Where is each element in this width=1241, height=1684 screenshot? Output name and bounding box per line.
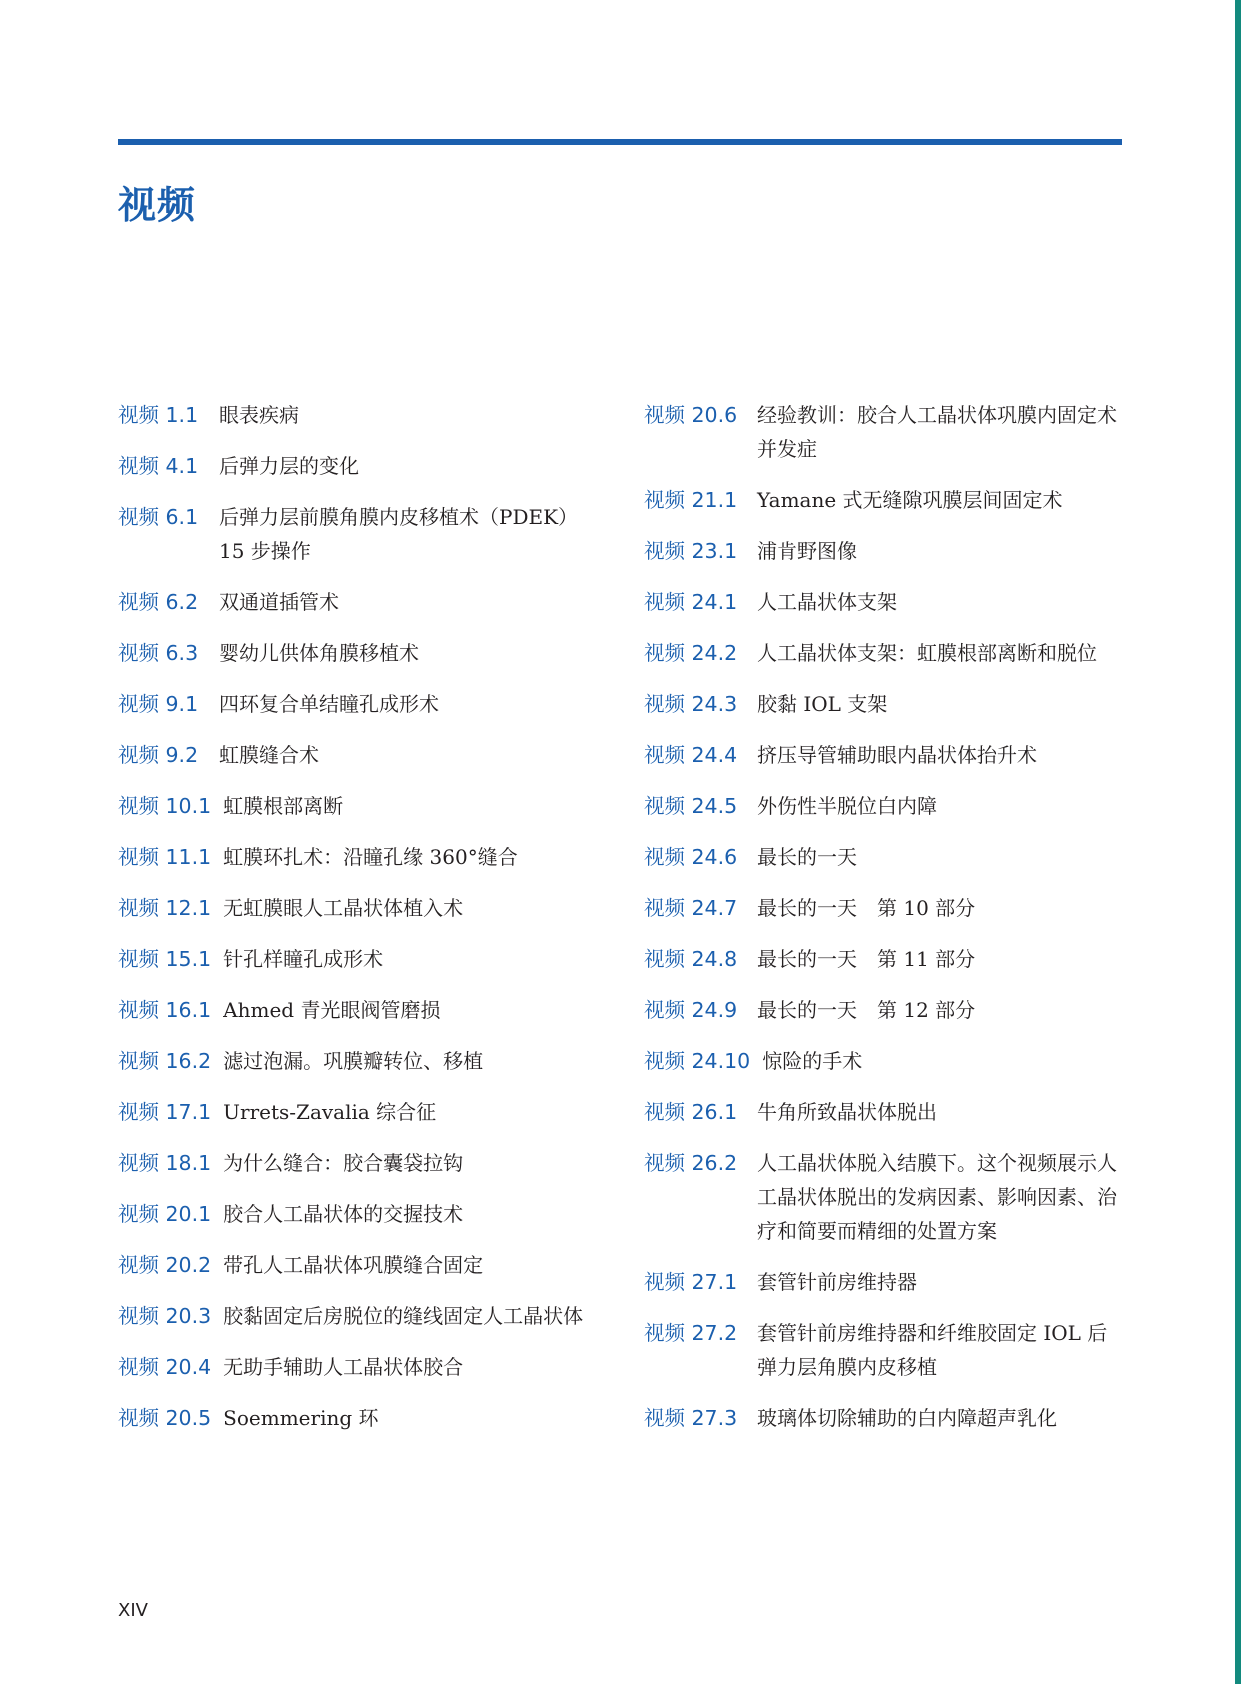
video-title: Ahmed 青光眼阀管磨损 <box>223 998 441 1022</box>
video-number: 视频 20.1 <box>118 1202 212 1226</box>
video-entry[interactable] <box>644 1401 1124 1435</box>
video-title: 无助手辅助人工晶状体胶合 <box>223 1355 464 1379</box>
video-number: 视频 24.10 <box>644 1049 751 1073</box>
video-entry[interactable] <box>644 636 1124 670</box>
video-entry[interactable] <box>118 993 588 1027</box>
video-number: 视频 21.1 <box>644 488 738 512</box>
video-title: 胶合人工晶状体的交握技术 <box>223 1202 464 1226</box>
video-entry[interactable] <box>644 840 1124 874</box>
video-title: Soemmering 环 <box>223 1406 379 1430</box>
video-title: 牛角所致晶状体脱出 <box>757 1100 937 1124</box>
video-entry[interactable] <box>644 789 1124 823</box>
video-number: 视频 16.1 <box>118 998 212 1022</box>
video-title: 套管针前房维持器和纤维胶固定 IOL 后弹力层角膜内皮移植 <box>757 1321 1108 1379</box>
video-list-left <box>118 398 588 1452</box>
video-title: 浦肯野图像 <box>757 539 857 563</box>
video-title: 滤过泡漏。巩膜瓣转位、移植 <box>223 1049 484 1073</box>
video-number: 视频 24.9 <box>644 998 738 1022</box>
video-title: 外伤性半脱位白内障 <box>757 794 937 818</box>
video-entry[interactable] <box>118 449 588 483</box>
video-title: 无虹膜眼人工晶状体植入术 <box>223 896 464 920</box>
video-entry[interactable] <box>118 840 588 874</box>
video-title: 带孔人工晶状体巩膜缝合固定 <box>223 1253 484 1277</box>
right-edge-bar <box>1235 0 1241 1684</box>
video-entry[interactable] <box>644 687 1124 721</box>
video-number: 视频 6.1 <box>118 505 199 529</box>
video-number: 视频 24.3 <box>644 692 738 716</box>
video-entry[interactable] <box>644 993 1124 1027</box>
video-title: 虹膜缝合术 <box>219 743 319 767</box>
video-entry[interactable] <box>644 891 1124 925</box>
video-number: 视频 4.1 <box>118 454 199 478</box>
video-number: 视频 17.1 <box>118 1100 212 1124</box>
video-number: 视频 9.2 <box>118 743 199 767</box>
video-number: 视频 20.5 <box>118 1406 212 1430</box>
video-title: Yamane 式无缝隙巩膜层间固定术 <box>757 488 1063 512</box>
video-number: 视频 27.3 <box>644 1406 738 1430</box>
video-title: 胶黏固定后房脱位的缝线固定人工晶状体 <box>223 1304 584 1328</box>
video-number: 视频 24.8 <box>644 947 738 971</box>
video-entry[interactable] <box>644 942 1124 976</box>
video-entry[interactable] <box>118 789 588 823</box>
video-number: 视频 10.1 <box>118 794 212 818</box>
video-title: 人工晶状体支架：虹膜根部离断和脱位 <box>757 641 1097 665</box>
video-title: 四环复合单结瞳孔成形术 <box>219 692 439 716</box>
header-rule <box>118 139 1122 145</box>
video-entry[interactable] <box>118 1299 588 1333</box>
video-entry[interactable] <box>644 534 1124 568</box>
video-number: 视频 26.2 <box>644 1151 738 1175</box>
video-title: 针孔样瞳孔成形术 <box>223 947 384 971</box>
video-title: 眼表疾病 <box>219 403 299 427</box>
video-entry[interactable] <box>644 1265 1124 1299</box>
video-number: 视频 24.6 <box>644 845 738 869</box>
video-number: 视频 26.1 <box>644 1100 738 1124</box>
video-title: 虹膜根部离断 <box>223 794 344 818</box>
video-title: 挤压导管辅助眼内晶状体抬升术 <box>757 743 1037 767</box>
video-entry[interactable] <box>118 500 588 568</box>
video-entry[interactable] <box>118 738 588 772</box>
video-title: 婴幼儿供体角膜移植术 <box>219 641 419 665</box>
video-number: 视频 6.2 <box>118 590 199 614</box>
video-entry[interactable] <box>644 483 1124 517</box>
video-title: 后弹力层的变化 <box>219 454 359 478</box>
video-title: 虹膜环扎术：沿瞳孔缘 360°缝合 <box>223 845 518 869</box>
video-entry[interactable] <box>644 738 1124 772</box>
video-entry[interactable] <box>118 687 588 721</box>
video-number: 视频 20.6 <box>644 403 738 427</box>
video-number: 视频 12.1 <box>118 896 212 920</box>
video-title: 玻璃体切除辅助的白内障超声乳化 <box>757 1406 1057 1430</box>
video-entry[interactable] <box>118 585 588 619</box>
video-number: 视频 24.1 <box>644 590 738 614</box>
video-entry[interactable] <box>644 1146 1124 1248</box>
video-title: 惊险的手术 <box>762 1049 863 1073</box>
video-number: 视频 20.3 <box>118 1304 212 1328</box>
video-number: 视频 27.1 <box>644 1270 738 1294</box>
video-title: 最长的一天 第 11 部分 <box>757 947 976 971</box>
video-title: Urrets-Zavalia 综合征 <box>223 1100 437 1124</box>
video-number: 视频 27.2 <box>644 1321 738 1345</box>
video-number: 视频 15.1 <box>118 947 212 971</box>
video-entry[interactable] <box>644 398 1124 466</box>
video-title: 套管针前房维持器 <box>757 1270 917 1294</box>
video-number: 视频 23.1 <box>644 539 738 563</box>
video-entry[interactable] <box>118 1401 588 1435</box>
video-entry[interactable] <box>118 1350 588 1384</box>
page-number: XIV <box>118 1600 148 1621</box>
video-title: 胶黏 IOL 支架 <box>757 692 888 716</box>
video-entry[interactable] <box>644 1316 1124 1384</box>
video-title: 最长的一天 第 12 部分 <box>757 998 976 1022</box>
video-entry[interactable] <box>118 1248 588 1282</box>
video-entry[interactable] <box>118 1095 588 1129</box>
video-number: 视频 16.2 <box>118 1049 212 1073</box>
video-entry[interactable] <box>118 398 588 432</box>
video-entry[interactable] <box>644 585 1124 619</box>
video-number: 视频 9.1 <box>118 692 199 716</box>
video-entry[interactable] <box>118 891 588 925</box>
video-number: 视频 1.1 <box>118 403 199 427</box>
video-entry[interactable] <box>118 942 588 976</box>
video-title: 最长的一天 第 10 部分 <box>757 896 976 920</box>
video-number: 视频 24.7 <box>644 896 738 920</box>
video-entry[interactable] <box>118 636 588 670</box>
video-title: 人工晶状体脱入结膜下。这个视频展示人工晶状体脱出的发病因素、影响因素、治疗和简要而精细的处置方案 <box>757 1151 1117 1243</box>
video-title: 最长的一天 <box>757 845 857 869</box>
video-entry[interactable] <box>644 1044 1124 1078</box>
video-title: 经验教训：胶合人工晶状体巩膜内固定术并发症 <box>757 403 1117 461</box>
video-number: 视频 18.1 <box>118 1151 212 1175</box>
video-entry[interactable] <box>118 1044 588 1078</box>
video-number: 视频 20.2 <box>118 1253 212 1277</box>
video-list-right <box>644 398 1124 1452</box>
video-entry[interactable] <box>118 1197 588 1231</box>
video-title: 为什么缝合：胶合囊袋拉钩 <box>223 1151 464 1175</box>
video-entry[interactable] <box>118 1146 588 1180</box>
video-number: 视频 6.3 <box>118 641 199 665</box>
video-number: 视频 24.4 <box>644 743 738 767</box>
video-title: 后弹力层前膜角膜内皮移植术（PDEK）15 步操作 <box>219 505 579 563</box>
video-number: 视频 20.4 <box>118 1355 212 1379</box>
video-number: 视频 24.2 <box>644 641 738 665</box>
video-number: 视频 11.1 <box>118 845 212 869</box>
video-title: 双通道插管术 <box>219 590 339 614</box>
video-entry[interactable] <box>644 1095 1124 1129</box>
page-title: 视频 <box>118 183 197 227</box>
video-number: 视频 24.5 <box>644 794 738 818</box>
video-title: 人工晶状体支架 <box>757 590 897 614</box>
